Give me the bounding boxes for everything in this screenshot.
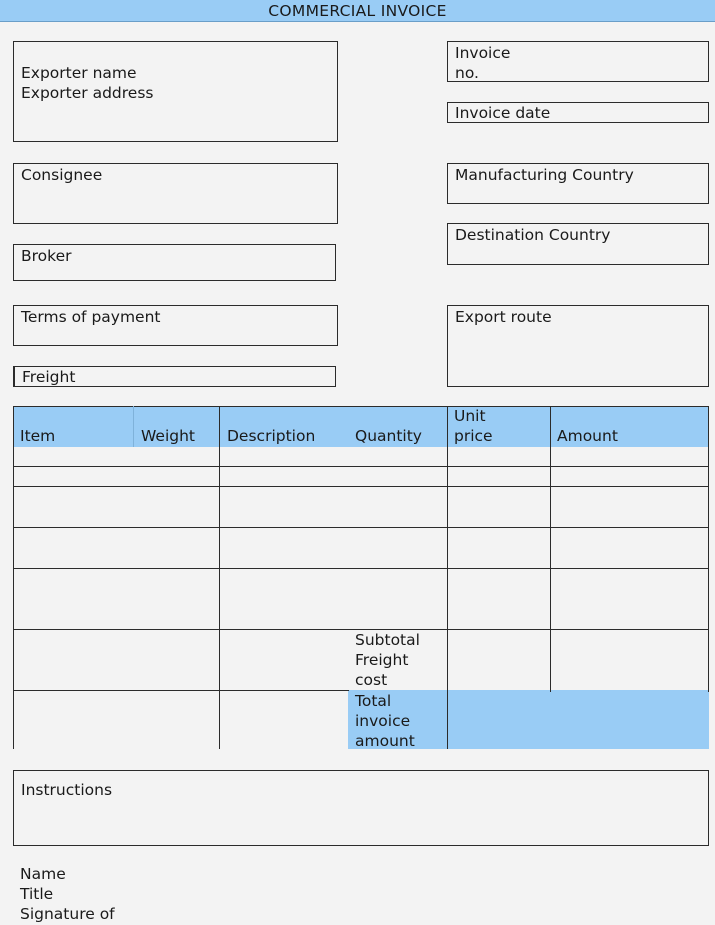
exporter-address-label: Exporter address [21, 84, 154, 102]
invoice-number-box[interactable] [447, 41, 709, 82]
table-row[interactable] [14, 447, 708, 466]
invoice-date-box[interactable] [447, 102, 709, 123]
freight-cost-value-cell[interactable] [551, 630, 708, 690]
column-header-weight: Weight [141, 427, 196, 445]
subtotal-freight-label [355, 630, 445, 690]
broker-box[interactable] [13, 244, 336, 281]
column-header-item: Item [20, 427, 56, 445]
invoice-number-label-line1: Invoice [455, 44, 511, 62]
table-row[interactable] [14, 467, 708, 486]
terms-of-payment-box[interactable] [13, 305, 338, 346]
exporter-name-label: Exporter name [21, 64, 137, 82]
export-route-box[interactable] [447, 305, 709, 387]
instructions-box[interactable] [13, 770, 709, 846]
exporter-box[interactable] [13, 41, 338, 142]
signature-label: Signature of [20, 905, 115, 923]
total-label-line3: amount [355, 732, 415, 750]
freight-cost-label-line2: cost [355, 671, 388, 689]
destination-country-label: Destination Country [455, 226, 611, 244]
table-row[interactable] [14, 569, 708, 629]
signer-name-label: Name [20, 865, 66, 883]
invoice-number-label-line2: no. [455, 64, 479, 82]
column-header-quantity: Quantity [355, 427, 422, 445]
freight-label: Freight [22, 368, 76, 386]
consignee-box[interactable] [13, 163, 338, 224]
total-label-line1: Total [355, 692, 392, 710]
invoice-date-label: Invoice date [455, 104, 551, 122]
instructions-label: Instructions [21, 781, 113, 799]
manufacturing-country-box[interactable] [447, 163, 709, 204]
column-header-description: Description [227, 427, 316, 445]
page-title: COMMERCIAL INVOICE [0, 0, 715, 22]
table-row[interactable] [14, 487, 708, 527]
terms-of-payment-label: Terms of payment [21, 308, 161, 326]
signer-title-label: Title [20, 885, 54, 903]
column-header-unit-price: Unit price [454, 407, 493, 445]
freight-box[interactable] [13, 366, 336, 387]
export-route-label: Export route [455, 308, 552, 326]
subtotal-value-cell[interactable] [448, 630, 550, 690]
column-header-amount: Amount [557, 427, 618, 445]
subtotal-label: Subtotal [355, 631, 420, 649]
table-row[interactable] [14, 528, 708, 568]
broker-label: Broker [21, 247, 72, 265]
destination-country-box[interactable] [447, 223, 709, 265]
items-table [13, 406, 709, 749]
total-label-line2: invoice [355, 712, 411, 730]
signature-block [20, 864, 115, 924]
total-value-cell[interactable] [447, 690, 709, 749]
manufacturing-country-label: Manufacturing Country [455, 166, 634, 184]
consignee-label: Consignee [21, 166, 103, 184]
freight-cost-label-line1: Freight [355, 651, 409, 669]
total-invoice-amount-label [355, 691, 445, 751]
